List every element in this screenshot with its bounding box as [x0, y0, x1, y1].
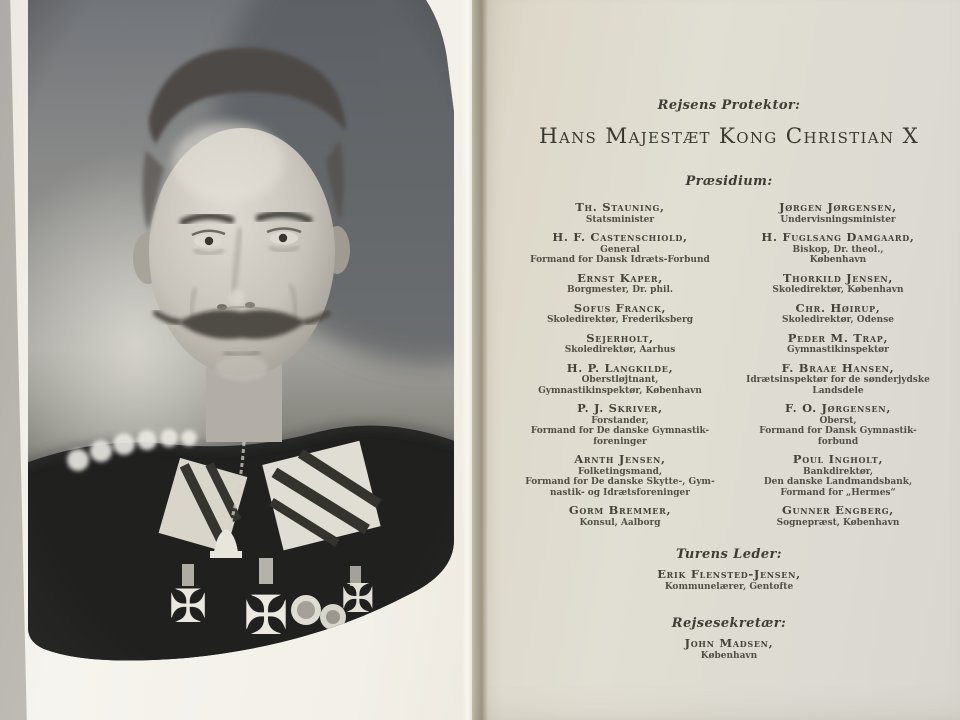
person-role: Forstander, [591, 415, 649, 426]
person-role: Landsdele [812, 385, 864, 396]
leader-heading: Turens Leder: [676, 547, 782, 562]
person-role: Statsminister [585, 214, 655, 225]
person-role: Gymnastikinspektør [787, 345, 889, 355]
person-role: Formand for De danske Skytte-, Gym- [525, 477, 715, 487]
leader-role: Kommunelærer, Gentofte [664, 581, 794, 592]
presidium-col-left [516, 201, 724, 534]
person-role: Folketingsmand, [577, 466, 663, 477]
protector-name: Hans Majestæt Kong Christian X [538, 124, 920, 149]
person-name: Arnth Jensen, [574, 452, 666, 466]
person-role: Borgmester, Dr. phil. [567, 285, 673, 295]
presidium-entry [734, 332, 942, 356]
person-name: Sofus Franck, [573, 300, 667, 315]
person-role: Skoledirektør, Aarhus [564, 345, 676, 355]
person-role: Formand for Dansk Idræts-Forbund [530, 255, 710, 265]
presidium-col-right [734, 201, 942, 534]
presidium-entry [516, 332, 724, 356]
person-name: Chr. Høirup, [795, 300, 881, 315]
person-role: foreninger [593, 436, 647, 447]
person-role: Oberstløjtnant, [581, 375, 659, 385]
person-role: Biskop, Dr. theol., [792, 244, 884, 255]
person-name: Sejerholt, [586, 330, 654, 345]
presidium-entry [516, 272, 724, 296]
presidium-heading: Præsidium: [685, 174, 773, 189]
presidium-entry [734, 402, 942, 447]
person-name: F. Braae Hansen, [781, 360, 895, 375]
presidium-entry [516, 402, 724, 447]
presidium-entry [734, 272, 942, 296]
person-role: Formand for Dansk Gymnastik- [759, 426, 917, 436]
person-role: nastik- og Idrætsforeninger [549, 487, 691, 498]
presidium-entry [734, 453, 942, 498]
person-name: Ernst Kaper, [577, 270, 663, 285]
person-role: Oberst, [819, 415, 857, 426]
person-name: F. O. Jørgensen, [784, 401, 892, 415]
presidium-entry [516, 302, 724, 326]
person-role: Idrætsinspektør for de sønderjydske [746, 375, 930, 385]
person-role: Sognepræst, København [776, 517, 900, 528]
person-name: H. P. Langkilde, [566, 360, 674, 375]
left-page [0, 0, 474, 720]
protector-heading: Rejsens Protektor: [657, 98, 801, 113]
person-role: Konsul, Aalborg [579, 517, 661, 528]
presidium-entry [734, 504, 942, 528]
person-role: Formand for „Hermes“ [780, 487, 896, 498]
presidium-entry [734, 231, 942, 266]
person-role: Undervisningsminister [780, 214, 896, 225]
presidium-entry [734, 201, 942, 225]
secretary-block [516, 616, 942, 661]
person-role: Gymnastikinspektør, København [538, 385, 702, 396]
person-name: Thorkild Jensen, [782, 270, 894, 285]
person-name: Jørgen Jørgensen, [779, 200, 897, 214]
portrait-photo-king-christian-x [28, 0, 454, 670]
person-name: Peder M. Trap, [787, 330, 889, 345]
leader-name: Erik Flensted-Jensen, [657, 567, 801, 581]
secretary-heading: Rejsesekretær: [671, 616, 787, 631]
person-role: Skoledirektør, København [772, 285, 904, 295]
presidium-entry [516, 231, 724, 266]
person-name: Th. Stauning, [575, 200, 665, 214]
person-role: forbund [817, 436, 859, 447]
secretary-role: København [700, 650, 758, 661]
person-role: Formand for De danske Gymnastik- [530, 426, 710, 436]
person-role: Skoledirektør, Odense [781, 315, 894, 325]
presidium-entry [516, 453, 724, 498]
person-name: Gorm Bremmer, [568, 503, 672, 517]
portrait-photo-frame [28, 0, 454, 670]
person-role: Bankdirektør, [802, 466, 873, 477]
person-name: P. J. Skriver, [577, 401, 663, 415]
person-name: H. Fuglsang Damgaard, [761, 230, 915, 244]
secretary-name: John Madsen, [684, 636, 774, 650]
person-role: København [809, 255, 867, 265]
person-role: General [600, 244, 640, 255]
presidium-columns [516, 201, 942, 534]
presidium-entry [734, 302, 942, 326]
presidium-entry [516, 201, 724, 225]
person-name: Gunner Engberg, [782, 503, 894, 517]
presidium-entry [516, 362, 724, 397]
person-role: Den danske Landmandsbank, [763, 477, 913, 487]
presidium-entry [516, 504, 724, 528]
right-page [472, 0, 960, 720]
presidium-entry [734, 362, 942, 397]
leader-block [516, 547, 942, 592]
person-name: H. F. Castenschiold, [552, 230, 688, 244]
person-role: Skoledirektør, Frederiksberg [546, 315, 694, 325]
person-name: Poul Ingholt, [792, 452, 884, 466]
